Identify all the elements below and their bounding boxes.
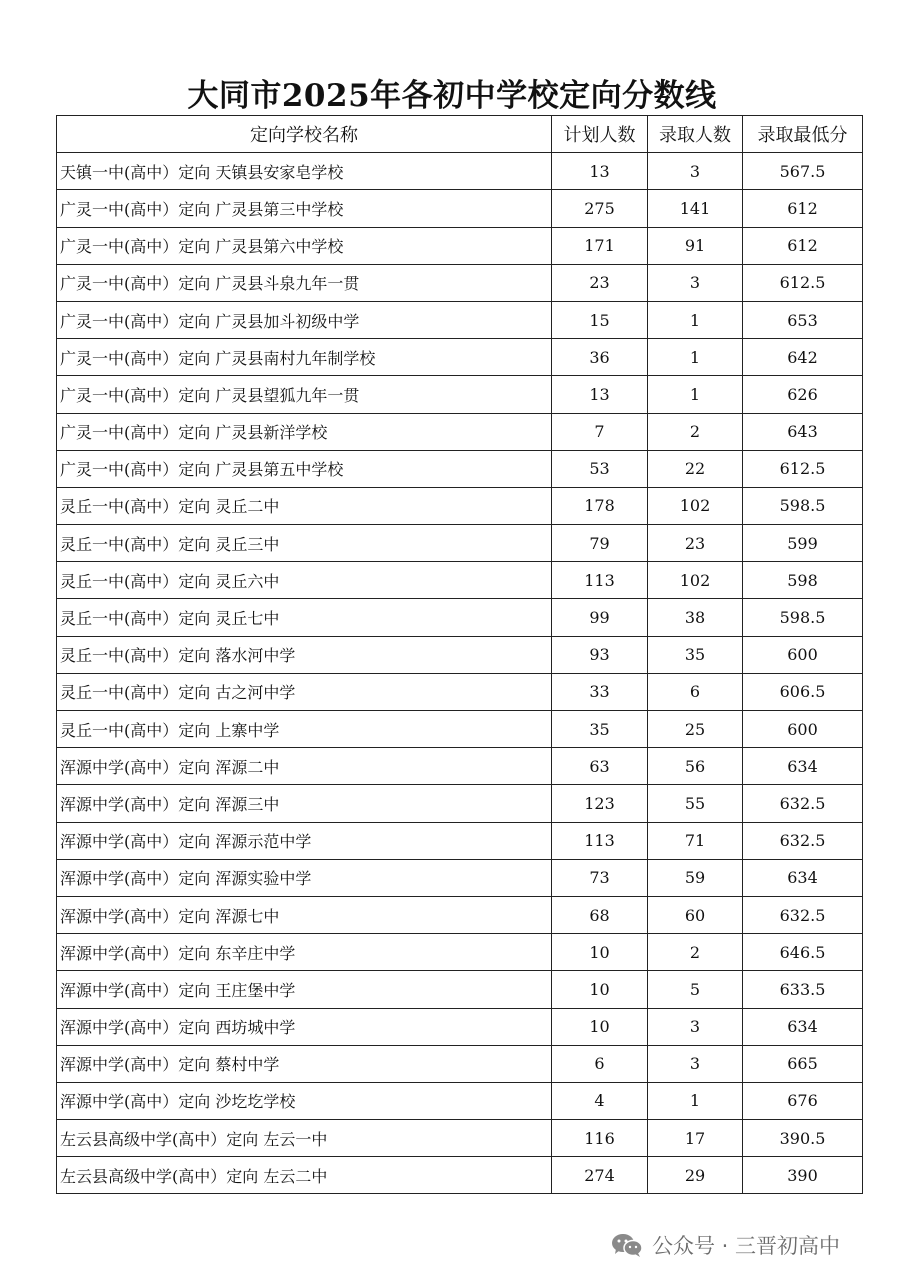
table-row (57, 971, 863, 1008)
cell-min-score: 665 (743, 1045, 863, 1082)
table-row (57, 785, 863, 822)
table-row (57, 190, 863, 227)
cell-min-score: 600 (743, 636, 863, 673)
cell-planned-count: 7 (552, 413, 648, 450)
cell-planned-count: 13 (552, 376, 648, 413)
cell-planned-count: 53 (552, 450, 648, 487)
table-row (57, 748, 863, 785)
cell-min-score: 612.5 (743, 450, 863, 487)
table-row (57, 153, 863, 190)
cell-admitted-count: 59 (648, 859, 743, 896)
table-row (57, 1082, 863, 1119)
cell-admitted-count: 3 (648, 153, 743, 190)
cell-admitted-count: 60 (648, 896, 743, 933)
cell-admitted-count: 102 (648, 562, 743, 599)
cell-admitted-count: 5 (648, 971, 743, 1008)
cell-school-name: 左云县高级中学(高中）定向 左云一中 (57, 1120, 552, 1157)
cell-planned-count: 33 (552, 673, 648, 710)
cell-min-score: 646.5 (743, 934, 863, 971)
cell-planned-count: 10 (552, 1008, 648, 1045)
table-header-row (57, 116, 863, 153)
cell-school-name: 广灵一中(高中）定向 广灵县南村九年制学校 (57, 339, 552, 376)
cell-school-name: 浑源中学(高中）定向 王庄堡中学 (57, 971, 552, 1008)
cell-school-name: 灵丘一中(高中）定向 灵丘二中 (57, 487, 552, 524)
table-row (57, 1008, 863, 1045)
cell-planned-count: 116 (552, 1120, 648, 1157)
table-row (57, 673, 863, 710)
cell-planned-count: 73 (552, 859, 648, 896)
cell-admitted-count: 141 (648, 190, 743, 227)
table-row (57, 339, 863, 376)
cell-admitted-count: 1 (648, 1082, 743, 1119)
cell-min-score: 634 (743, 748, 863, 785)
cell-min-score: 598.5 (743, 487, 863, 524)
wechat-icon (610, 1232, 644, 1258)
cell-planned-count: 93 (552, 636, 648, 673)
cell-school-name: 浑源中学(高中）定向 浑源示范中学 (57, 822, 552, 859)
cell-min-score: 632.5 (743, 896, 863, 933)
table-row (57, 711, 863, 748)
cell-school-name: 广灵一中(高中）定向 广灵县望狐九年一贯 (57, 376, 552, 413)
cell-planned-count: 123 (552, 785, 648, 822)
table-row (57, 859, 863, 896)
cell-school-name: 广灵一中(高中）定向 广灵县第三中学校 (57, 190, 552, 227)
cell-admitted-count: 1 (648, 301, 743, 338)
table-row (57, 487, 863, 524)
cell-min-score: 632.5 (743, 785, 863, 822)
table-row (57, 896, 863, 933)
watermark (610, 1228, 840, 1262)
cell-min-score: 598 (743, 562, 863, 599)
cell-planned-count: 68 (552, 896, 648, 933)
cell-min-score: 676 (743, 1082, 863, 1119)
cell-school-name: 广灵一中(高中）定向 广灵县第五中学校 (57, 450, 552, 487)
cell-min-score: 626 (743, 376, 863, 413)
column-header-admitted: 录取人数 (648, 116, 743, 153)
cell-admitted-count: 3 (648, 1008, 743, 1045)
cell-admitted-count: 2 (648, 934, 743, 971)
cell-min-score: 632.5 (743, 822, 863, 859)
cell-school-name: 左云县高级中学(高中）定向 左云二中 (57, 1157, 552, 1194)
cell-school-name: 浑源中学(高中）定向 浑源实验中学 (57, 859, 552, 896)
cell-school-name: 灵丘一中(高中）定向 古之河中学 (57, 673, 552, 710)
cell-school-name: 灵丘一中(高中）定向 灵丘三中 (57, 525, 552, 562)
cell-planned-count: 63 (552, 748, 648, 785)
table-row (57, 636, 863, 673)
cell-admitted-count: 25 (648, 711, 743, 748)
cell-min-score: 567.5 (743, 153, 863, 190)
column-header-planned: 计划人数 (552, 116, 648, 153)
cell-planned-count: 13 (552, 153, 648, 190)
table-row (57, 599, 863, 636)
cell-admitted-count: 102 (648, 487, 743, 524)
table-row (57, 934, 863, 971)
column-header-school: 定向学校名称 (57, 116, 552, 153)
column-header-min-score: 录取最低分 (743, 116, 863, 153)
cell-school-name: 浑源中学(高中）定向 西坊城中学 (57, 1008, 552, 1045)
cell-min-score: 643 (743, 413, 863, 450)
cell-school-name: 天镇一中(高中）定向 天镇县安家皂学校 (57, 153, 552, 190)
cell-planned-count: 171 (552, 227, 648, 264)
cell-school-name: 广灵一中(高中）定向 广灵县加斗初级中学 (57, 301, 552, 338)
score-table (56, 115, 863, 1194)
table-row (57, 1157, 863, 1194)
cell-school-name: 灵丘一中(高中）定向 灵丘七中 (57, 599, 552, 636)
cell-admitted-count: 1 (648, 376, 743, 413)
cell-planned-count: 15 (552, 301, 648, 338)
cell-admitted-count: 3 (648, 1045, 743, 1082)
watermark-text: 公众号 · 三晋初高中 (652, 1234, 841, 1258)
cell-school-name: 灵丘一中(高中）定向 灵丘六中 (57, 562, 552, 599)
cell-min-score: 600 (743, 711, 863, 748)
cell-min-score: 634 (743, 1008, 863, 1045)
cell-school-name: 浑源中学(高中）定向 浑源二中 (57, 748, 552, 785)
cell-admitted-count: 22 (648, 450, 743, 487)
cell-admitted-count: 1 (648, 339, 743, 376)
table-row (57, 227, 863, 264)
cell-planned-count: 36 (552, 339, 648, 376)
table-row (57, 264, 863, 301)
table-row (57, 1045, 863, 1082)
cell-admitted-count: 6 (648, 673, 743, 710)
cell-admitted-count: 17 (648, 1120, 743, 1157)
table-row (57, 301, 863, 338)
cell-school-name: 广灵一中(高中）定向 广灵县第六中学校 (57, 227, 552, 264)
table-row (57, 413, 863, 450)
cell-admitted-count: 35 (648, 636, 743, 673)
table-row (57, 1120, 863, 1157)
cell-school-name: 浑源中学(高中）定向 东辛庄中学 (57, 934, 552, 971)
cell-planned-count: 4 (552, 1082, 648, 1119)
cell-school-name: 浑源中学(高中）定向 浑源七中 (57, 896, 552, 933)
cell-min-score: 642 (743, 339, 863, 376)
cell-planned-count: 275 (552, 190, 648, 227)
table-row (57, 525, 863, 562)
cell-min-score: 633.5 (743, 971, 863, 1008)
cell-school-name: 浑源中学(高中）定向 沙圪圪学校 (57, 1082, 552, 1119)
cell-planned-count: 113 (552, 822, 648, 859)
cell-planned-count: 6 (552, 1045, 648, 1082)
table-body (57, 153, 863, 1194)
cell-admitted-count: 55 (648, 785, 743, 822)
cell-admitted-count: 56 (648, 748, 743, 785)
cell-min-score: 390 (743, 1157, 863, 1194)
cell-admitted-count: 3 (648, 264, 743, 301)
cell-planned-count: 10 (552, 934, 648, 971)
cell-admitted-count: 29 (648, 1157, 743, 1194)
cell-planned-count: 10 (552, 971, 648, 1008)
table-row (57, 822, 863, 859)
cell-school-name: 浑源中学(高中）定向 浑源三中 (57, 785, 552, 822)
cell-planned-count: 274 (552, 1157, 648, 1194)
cell-school-name: 广灵一中(高中）定向 广灵县斗泉九年一贯 (57, 264, 552, 301)
cell-school-name: 灵丘一中(高中）定向 落水河中学 (57, 636, 552, 673)
cell-planned-count: 99 (552, 599, 648, 636)
cell-min-score: 612 (743, 227, 863, 264)
cell-min-score: 598.5 (743, 599, 863, 636)
cell-min-score: 599 (743, 525, 863, 562)
cell-school-name: 浑源中学(高中）定向 蔡村中学 (57, 1045, 552, 1082)
table-row (57, 562, 863, 599)
cell-min-score: 390.5 (743, 1120, 863, 1157)
cell-planned-count: 23 (552, 264, 648, 301)
cell-admitted-count: 23 (648, 525, 743, 562)
cell-admitted-count: 2 (648, 413, 743, 450)
page-title: 大同市2025年各初中学校定向分数线 (187, 78, 717, 114)
cell-planned-count: 178 (552, 487, 648, 524)
cell-min-score: 612 (743, 190, 863, 227)
cell-admitted-count: 91 (648, 227, 743, 264)
cell-planned-count: 79 (552, 525, 648, 562)
cell-school-name: 灵丘一中(高中）定向 上寨中学 (57, 711, 552, 748)
cell-school-name: 广灵一中(高中）定向 广灵县新洋学校 (57, 413, 552, 450)
table-row (57, 450, 863, 487)
cell-admitted-count: 38 (648, 599, 743, 636)
table-row (57, 376, 863, 413)
cell-min-score: 612.5 (743, 264, 863, 301)
cell-min-score: 606.5 (743, 673, 863, 710)
cell-admitted-count: 71 (648, 822, 743, 859)
cell-min-score: 634 (743, 859, 863, 896)
cell-planned-count: 35 (552, 711, 648, 748)
cell-min-score: 653 (743, 301, 863, 338)
cell-planned-count: 113 (552, 562, 648, 599)
